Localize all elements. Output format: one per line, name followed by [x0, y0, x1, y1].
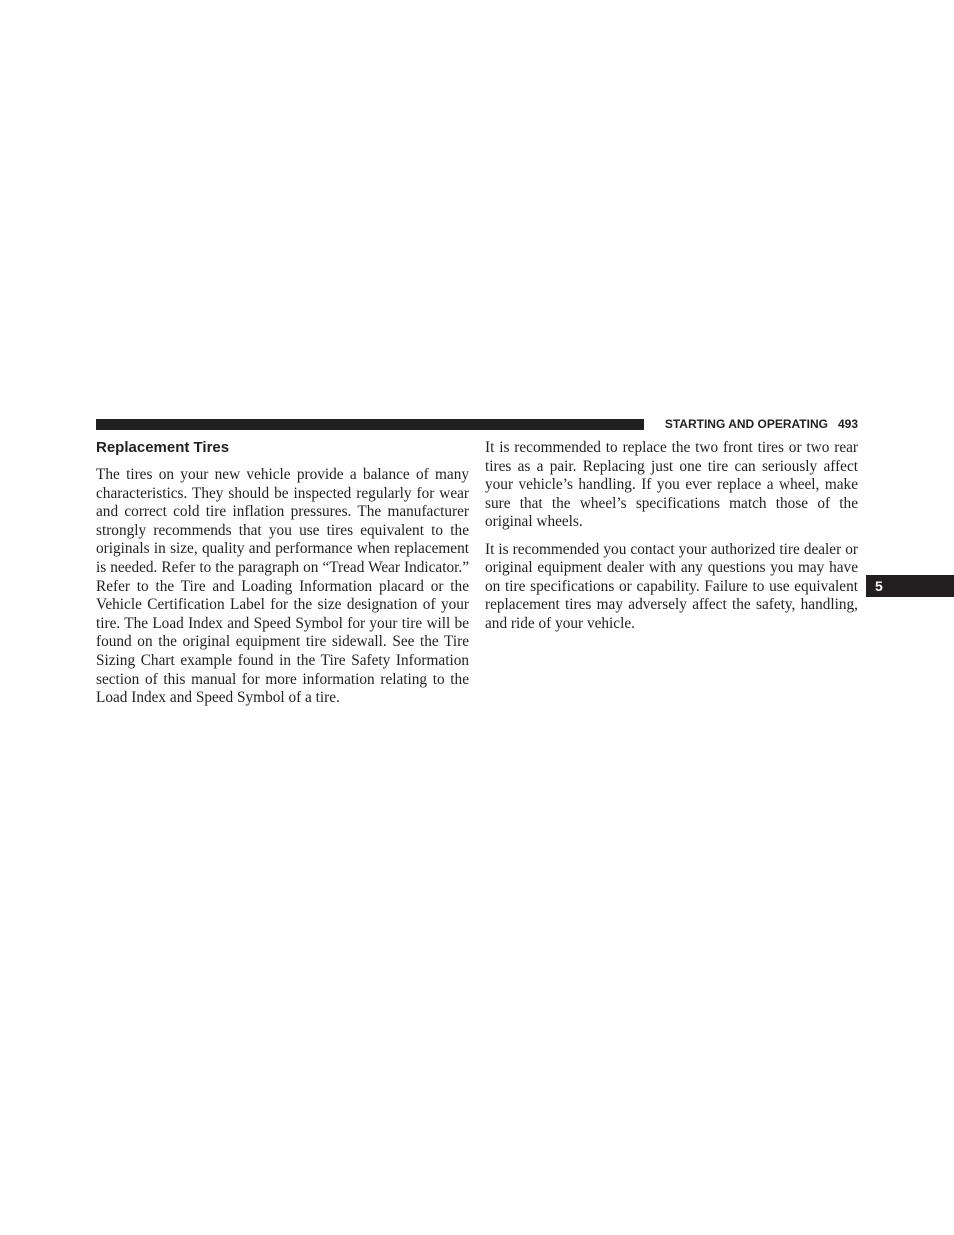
body-paragraph: It is recommended to replace the two front tires or two rear tires as a pair. Replacing just one tire can seriously affect your vehicle’s handling. If you ever replace a wheel, make sure that the wheel’s specifications match those of the original wheels. — [485, 439, 858, 531]
body-paragraph: It is recommended you contact your authorized tire dealer or original equipment dealer with any questions you may have on tire specifications or capability. Failure to use equivalent replacement tires may adversely affect the safety, handling, and ride of your vehicle. — [485, 540, 858, 632]
page-number: 493 — [837, 417, 858, 431]
header-rule — [96, 419, 644, 430]
running-head — [665, 417, 858, 431]
left-column — [96, 466, 469, 716]
body-paragraph: The tires on your new vehicle provide a balance of many characteristics. They should be inspected regularly for wear and correct cold tire inflation pressures. The manufacturer strongly recommends that you use tires equivalent to the originals in size, quality and performance when replacement is needed. Refer to the paragraph on “Tread Wear Indicator.” Refer to the Tire and Loading Information placard or the Vehicle Certification Label for the size designation of your tire. The Load Index and Speed Symbol for your tire will be found on the original equipment tire sidewall. See the Tire Sizing Chart example found in the Tire Safety Information section of this manual for more information relating to the Load Index and Speed Symbol of a tire. — [96, 466, 469, 707]
chapter-tab: 5 — [866, 575, 954, 597]
section-name: STARTING AND OPERATING — [664, 417, 828, 431]
right-column — [485, 439, 858, 642]
section-title: Replacement Tires — [96, 439, 230, 456]
